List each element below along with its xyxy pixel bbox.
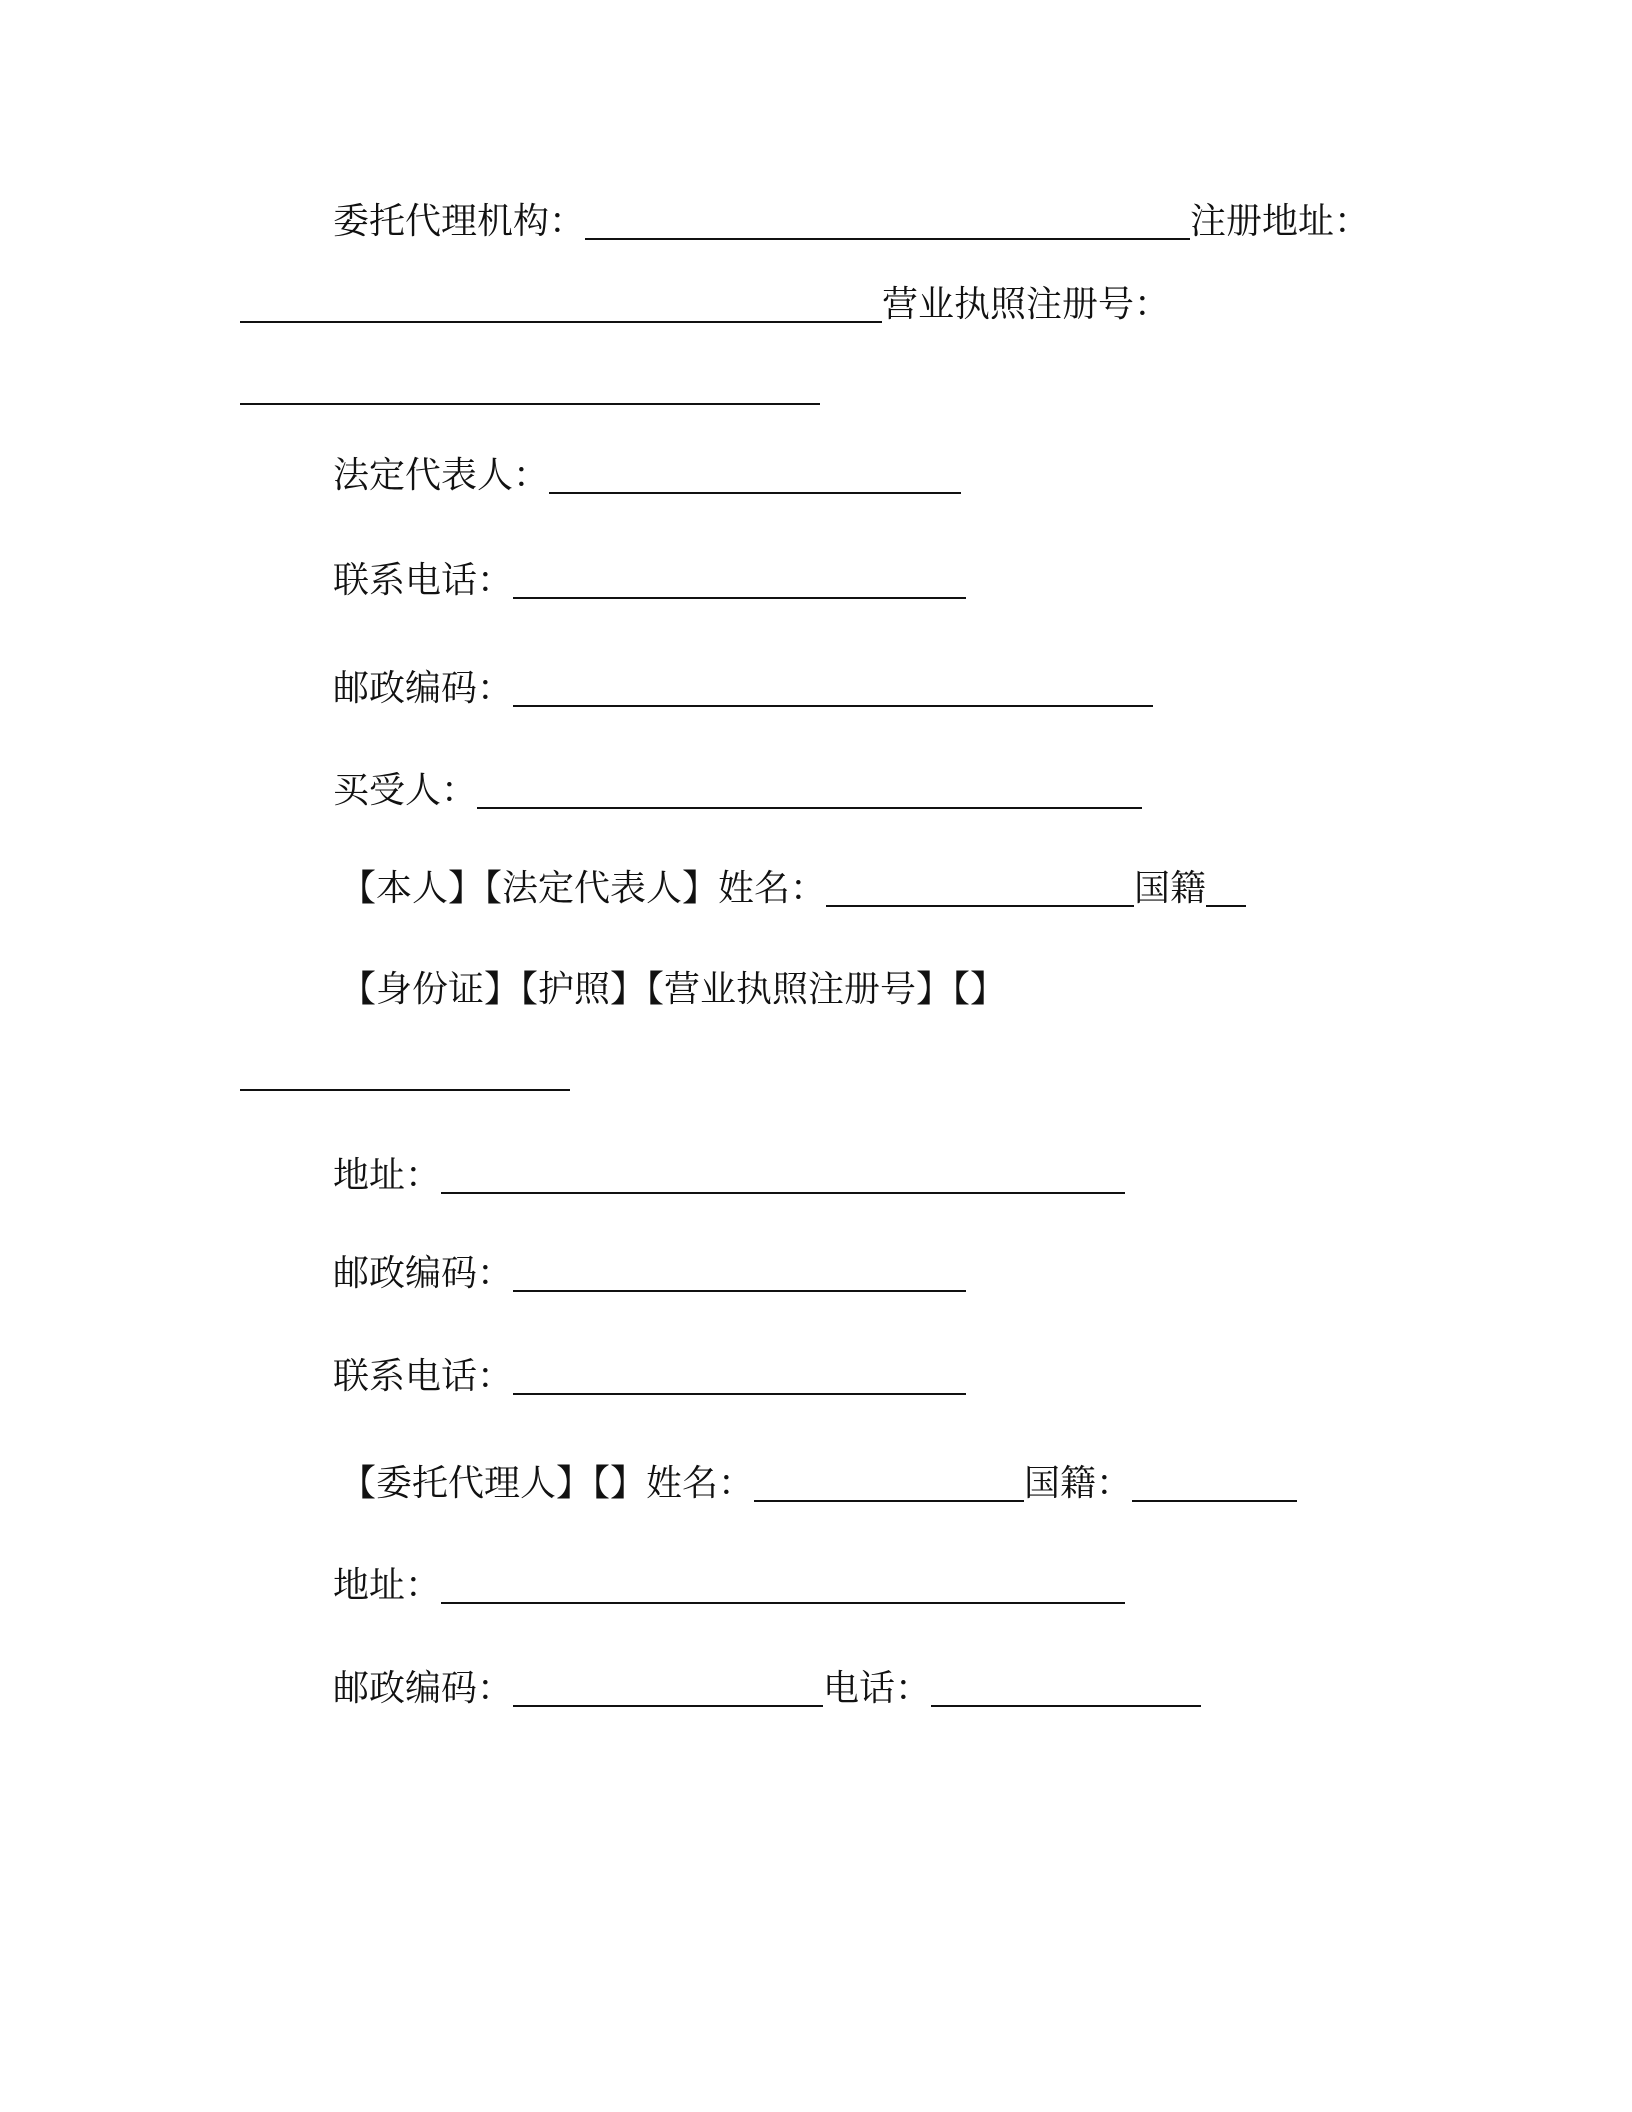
buyer-blank[interactable] [477, 765, 1142, 809]
agent-line [340, 1458, 1297, 1502]
buyer-id-types-line [340, 968, 1006, 1012]
agent-nationality-label: 国籍： [1024, 1463, 1133, 1504]
legal-rep-blank[interactable] [549, 450, 961, 494]
reg-address-blank[interactable] [240, 279, 882, 323]
license-no-label: 营业执照注册号： [882, 284, 1171, 325]
buyer-address-blank[interactable] [441, 1150, 1125, 1194]
buyer-phone-line [333, 1351, 966, 1395]
agency-phone-label: 联系电话： [333, 560, 514, 601]
buyer-nationality-blank[interactable] [1206, 863, 1246, 907]
agent-nationality-blank[interactable] [1132, 1458, 1297, 1502]
agent-postcode-label: 邮政编码： [333, 1668, 514, 1709]
buyer-id-number-line [240, 1047, 570, 1091]
license-no-line [240, 361, 820, 405]
agent-contact-line [333, 1663, 1201, 1707]
buyer-postcode-line [333, 1248, 966, 1292]
agent-address-blank[interactable] [441, 1560, 1125, 1604]
reg-address-label: 注册地址： [1190, 201, 1371, 242]
buyer-id-types-label: 【身份证】【护照】【营业执照注册号】【】 [340, 969, 1007, 1010]
license-no-blank[interactable] [240, 361, 820, 405]
agency-postcode-blank[interactable] [513, 663, 1153, 707]
buyer-label: 买受人： [333, 770, 478, 811]
buyer-phone-blank[interactable] [513, 1351, 966, 1395]
agency-postcode-label: 邮政编码： [333, 668, 514, 709]
agent-phone-label: 电话： [823, 1668, 932, 1709]
legal-rep-label: 法定代表人： [333, 455, 550, 496]
agent-name-blank[interactable] [754, 1458, 1024, 1502]
agent-address-line [333, 1560, 1125, 1604]
agency-blank[interactable] [585, 196, 1190, 240]
buyer-identity-line [340, 863, 1246, 907]
agent-phone-blank[interactable] [931, 1663, 1201, 1707]
agency-label: 委托代理机构： [333, 201, 586, 242]
reg-address-line [240, 279, 1170, 323]
buyer-line [333, 765, 1142, 809]
buyer-phone-label: 联系电话： [333, 1356, 514, 1397]
buyer-id-number-blank[interactable] [240, 1047, 570, 1091]
agent-label: 【委托代理人】【】姓名： [340, 1463, 755, 1504]
buyer-address-line [333, 1150, 1125, 1194]
buyer-name-blank[interactable] [826, 863, 1134, 907]
buyer-postcode-blank[interactable] [513, 1248, 966, 1292]
agency-phone-blank[interactable] [513, 555, 966, 599]
buyer-postcode-label: 邮政编码： [333, 1253, 514, 1294]
buyer-address-label: 地址： [333, 1155, 442, 1196]
buyer-identity-label: 【本人】【法定代表人】姓名： [340, 868, 827, 909]
legal-rep-line [333, 450, 961, 494]
agency-line [333, 196, 1370, 240]
buyer-nationality-label: 国籍 [1134, 868, 1207, 909]
agency-phone-line [333, 555, 966, 599]
agent-address-label: 地址： [333, 1565, 442, 1606]
agent-postcode-blank[interactable] [513, 1663, 823, 1707]
agency-postcode-line [333, 663, 1153, 707]
